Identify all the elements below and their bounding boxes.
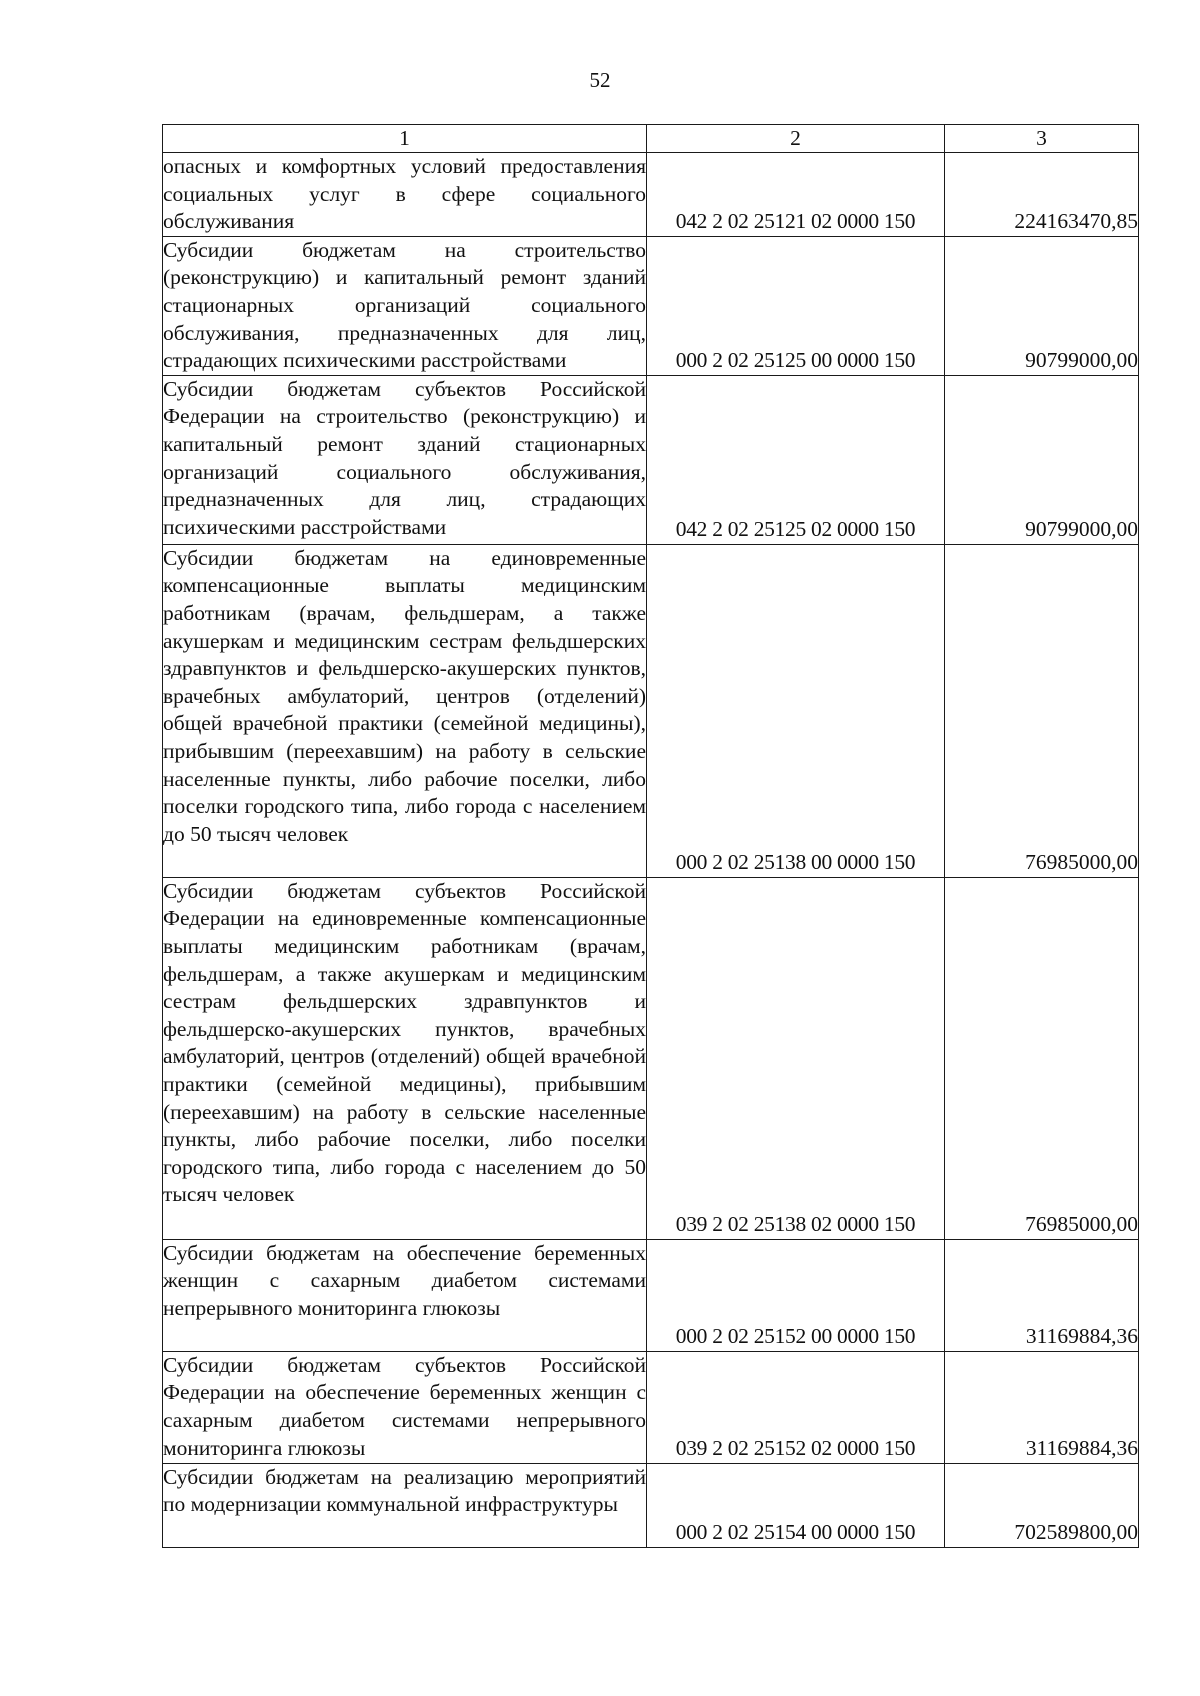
table-row: [163, 153, 1139, 237]
row-code: 039 2 02 25138 02 0000 150: [647, 877, 945, 1239]
column-header-3: 3: [945, 125, 1139, 153]
row-code: 042 2 02 25121 02 0000 150: [647, 153, 945, 237]
table-row: [163, 1463, 1139, 1547]
row-amount: 76985000,00: [945, 877, 1139, 1239]
row-amount: 90799000,00: [945, 375, 1139, 544]
row-amount: 31169884,36: [945, 1239, 1139, 1351]
row-code: 000 2 02 25154 00 0000 150: [647, 1463, 945, 1547]
row-amount: 76985000,00: [945, 544, 1139, 877]
column-header-1: 1: [163, 125, 647, 153]
column-header-2: 2: [647, 125, 945, 153]
row-code: 000 2 02 25152 00 0000 150: [647, 1239, 945, 1351]
table-row: [163, 877, 1139, 1239]
row-amount: 224163470,85: [945, 153, 1139, 237]
table-row: [163, 236, 1139, 375]
row-name: Субсидии бюджетам на реализацию мероприятий по модернизации коммунальной инфраструктуры: [163, 1463, 647, 1547]
row-code: 039 2 02 25152 02 0000 150: [647, 1351, 945, 1463]
row-amount: 31169884,36: [945, 1351, 1139, 1463]
row-name: Субсидии бюджетам субъектов Российской Федерации на обеспечение беременных женщин с сахарным диабетом системами непрерывного мониторинга глюкозы: [163, 1351, 647, 1463]
row-amount: 90799000,00: [945, 236, 1139, 375]
row-name: Субсидии бюджетам субъектов Российской Федерации на единовременные компенсационные выплаты медицинским работникам (врачам, фельдшерам, а также акушеркам и медицинским сестрам фельдшерских здравпунктов и фельдшерско-акушерских пунктов, врачебных амбулаторий, центров (отделений) общей врачебной практики (семейной медицины), прибывшим (переехавшим) на работу в сельские населенные пункты, либо рабочие поселки, либо поселки городского типа, либо города с населением до 50 тысяч человек: [163, 877, 647, 1239]
row-name: Субсидии бюджетам на строительство (реконструкцию) и капитальный ремонт зданий стационарных организаций социального обслуживания, предназначенных для лиц, страдающих психическими расстройствами: [163, 236, 647, 375]
table-row: [163, 375, 1139, 544]
table-row: [163, 1239, 1139, 1351]
table-header-row: [163, 125, 1139, 153]
budget-table: [162, 124, 1139, 1548]
table-row: [163, 544, 1139, 877]
row-code: 042 2 02 25125 02 0000 150: [647, 375, 945, 544]
page-number: 52: [589, 68, 611, 92]
table-row: [163, 1351, 1139, 1463]
row-name: Субсидии бюджетам субъектов Российской Федерации на строительство (реконструкцию) и капитальный ремонт зданий стационарных организаций социального обслуживания, предназначенных для лиц, страдающих психическими расстройствами: [163, 375, 647, 544]
row-name: Субсидии бюджетам на единовременные компенсационные выплаты медицинским работникам (врачам, фельдшерам, а также акушеркам и медицинским сестрам фельдшерских здравпунктов и фельдшерско-акушерских пунктов, врачебных амбулаторий, центров (отделений) общей врачебной практики (семейной медицины), прибывшим (переехавшим) на работу в сельские населенные пункты, либо рабочие поселки, либо поселки городского типа, либо города с населением до 50 тысяч человек: [163, 544, 647, 877]
row-code: 000 2 02 25138 00 0000 150: [647, 544, 945, 877]
row-code: 000 2 02 25125 00 0000 150: [647, 236, 945, 375]
row-name: опасных и комфортных условий предоставления социальных услуг в сфере социального обслуживания: [163, 153, 647, 237]
row-name: Субсидии бюджетам на обеспечение беременных женщин с сахарным диабетом системами непрерывного мониторинга глюкозы: [163, 1239, 647, 1351]
row-amount: 702589800,00: [945, 1463, 1139, 1547]
